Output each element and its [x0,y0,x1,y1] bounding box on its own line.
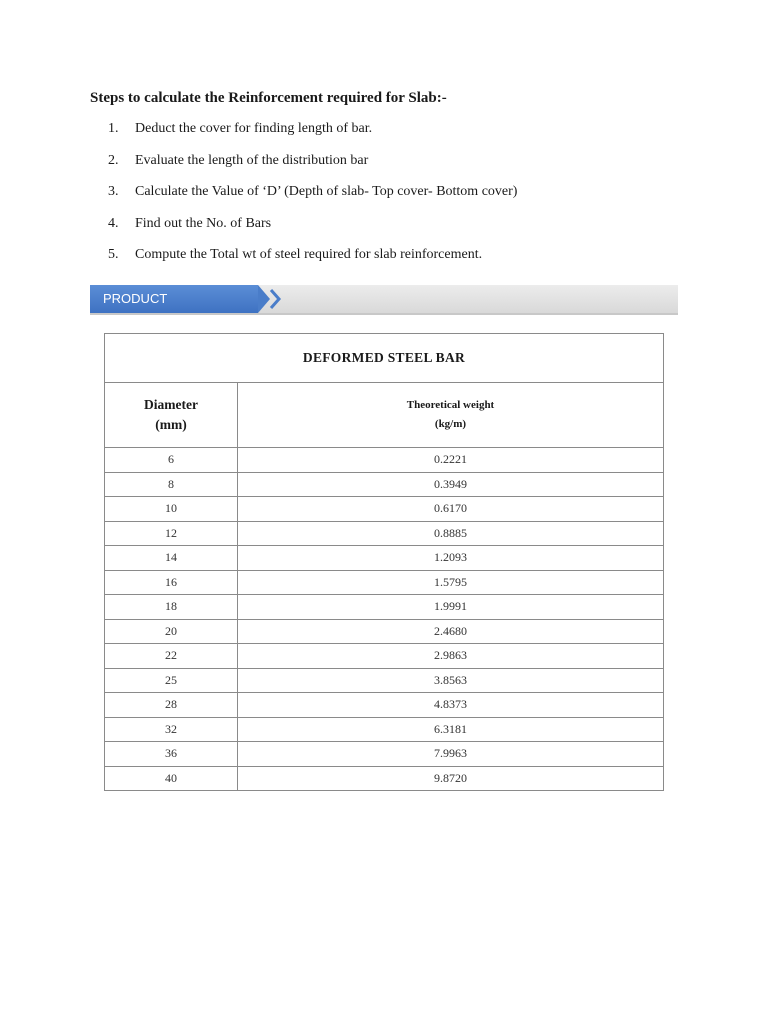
weight-cell: 7.9963 [238,742,664,767]
diameter-cell: 22 [105,644,238,669]
weight-cell: 4.8373 [238,693,664,718]
weight-cell: 0.6170 [238,497,664,522]
weight-cell: 1.5795 [238,570,664,595]
weight-cell: 3.8563 [238,668,664,693]
step-text: Compute the Total wt of steel required for slab reinforcement. [135,247,483,262]
table-row [105,668,664,693]
weight-cell: 2.4680 [238,619,664,644]
page-heading: Steps to calculate the Reinforcement required for Slab:- [90,90,447,106]
diameter-cell: 40 [105,766,238,791]
table-row [105,693,664,718]
weight-cell: 1.9991 [238,595,664,620]
column-header-diameter-label: Diameter [144,397,198,412]
step-item [108,184,517,216]
weight-cell: 6.3181 [238,717,664,742]
table-row [105,570,664,595]
weight-cell: 0.8885 [238,521,664,546]
step-item [108,216,517,248]
diameter-cell: 16 [105,570,238,595]
weight-cell: 0.3949 [238,472,664,497]
table-row [105,766,664,791]
weight-cell: 1.2093 [238,546,664,571]
chevron-right-icon [268,285,282,313]
diameter-cell: 12 [105,521,238,546]
column-header-diameter-unit: (mm) [155,417,187,432]
step-text: Evaluate the length of the distribution bar [135,152,369,168]
step-item [108,153,517,185]
step-number: 4. [108,215,119,231]
table-title: DEFORMED STEEL BAR [105,334,664,383]
diameter-cell: 10 [105,497,238,522]
table-row [105,595,664,620]
steps-list [108,121,517,279]
diameter-cell: 28 [105,693,238,718]
step-text: Deduct the cover for finding length of bar. [135,121,373,136]
weight-cell: 9.8720 [238,766,664,791]
table-row [105,717,664,742]
table-row [105,472,664,497]
step-text: Calculate the Value of ‘D’ (Depth of slab- Top cover- Bottom cover) [135,184,518,199]
step-text: Find out the No. of Bars [135,215,272,231]
column-header-weight [238,383,664,448]
column-header-diameter [105,383,238,448]
column-header-weight-unit: (kg/m) [434,418,467,430]
step-item [108,121,517,153]
step-item [108,247,517,279]
diameter-cell: 32 [105,717,238,742]
diameter-cell: 36 [105,742,238,767]
step-number: 5. [108,247,119,262]
diameter-cell: 6 [105,448,238,473]
diameter-cell: 18 [105,595,238,620]
weight-cell: 0.2221 [238,448,664,473]
step-number: 3. [108,184,119,199]
column-header-weight-label: Theoretical weight [406,399,495,411]
table-row [105,497,664,522]
table-row [105,521,664,546]
step-number: 2. [108,152,119,168]
table-row [105,619,664,644]
diameter-cell: 8 [105,472,238,497]
diameter-cell: 20 [105,619,238,644]
table-row [105,742,664,767]
table-row [105,644,664,669]
product-parameters-banner [90,285,678,334]
diameter-cell: 14 [105,546,238,571]
step-number: 1. [108,121,119,136]
table-row [105,448,664,473]
banner-label: PRODUCT PARAMETERS [90,285,258,313]
weight-cell: 2.9863 [238,644,664,669]
deformed-steel-bar-table [104,333,664,791]
diameter-cell: 25 [105,668,238,693]
table-row [105,546,664,571]
